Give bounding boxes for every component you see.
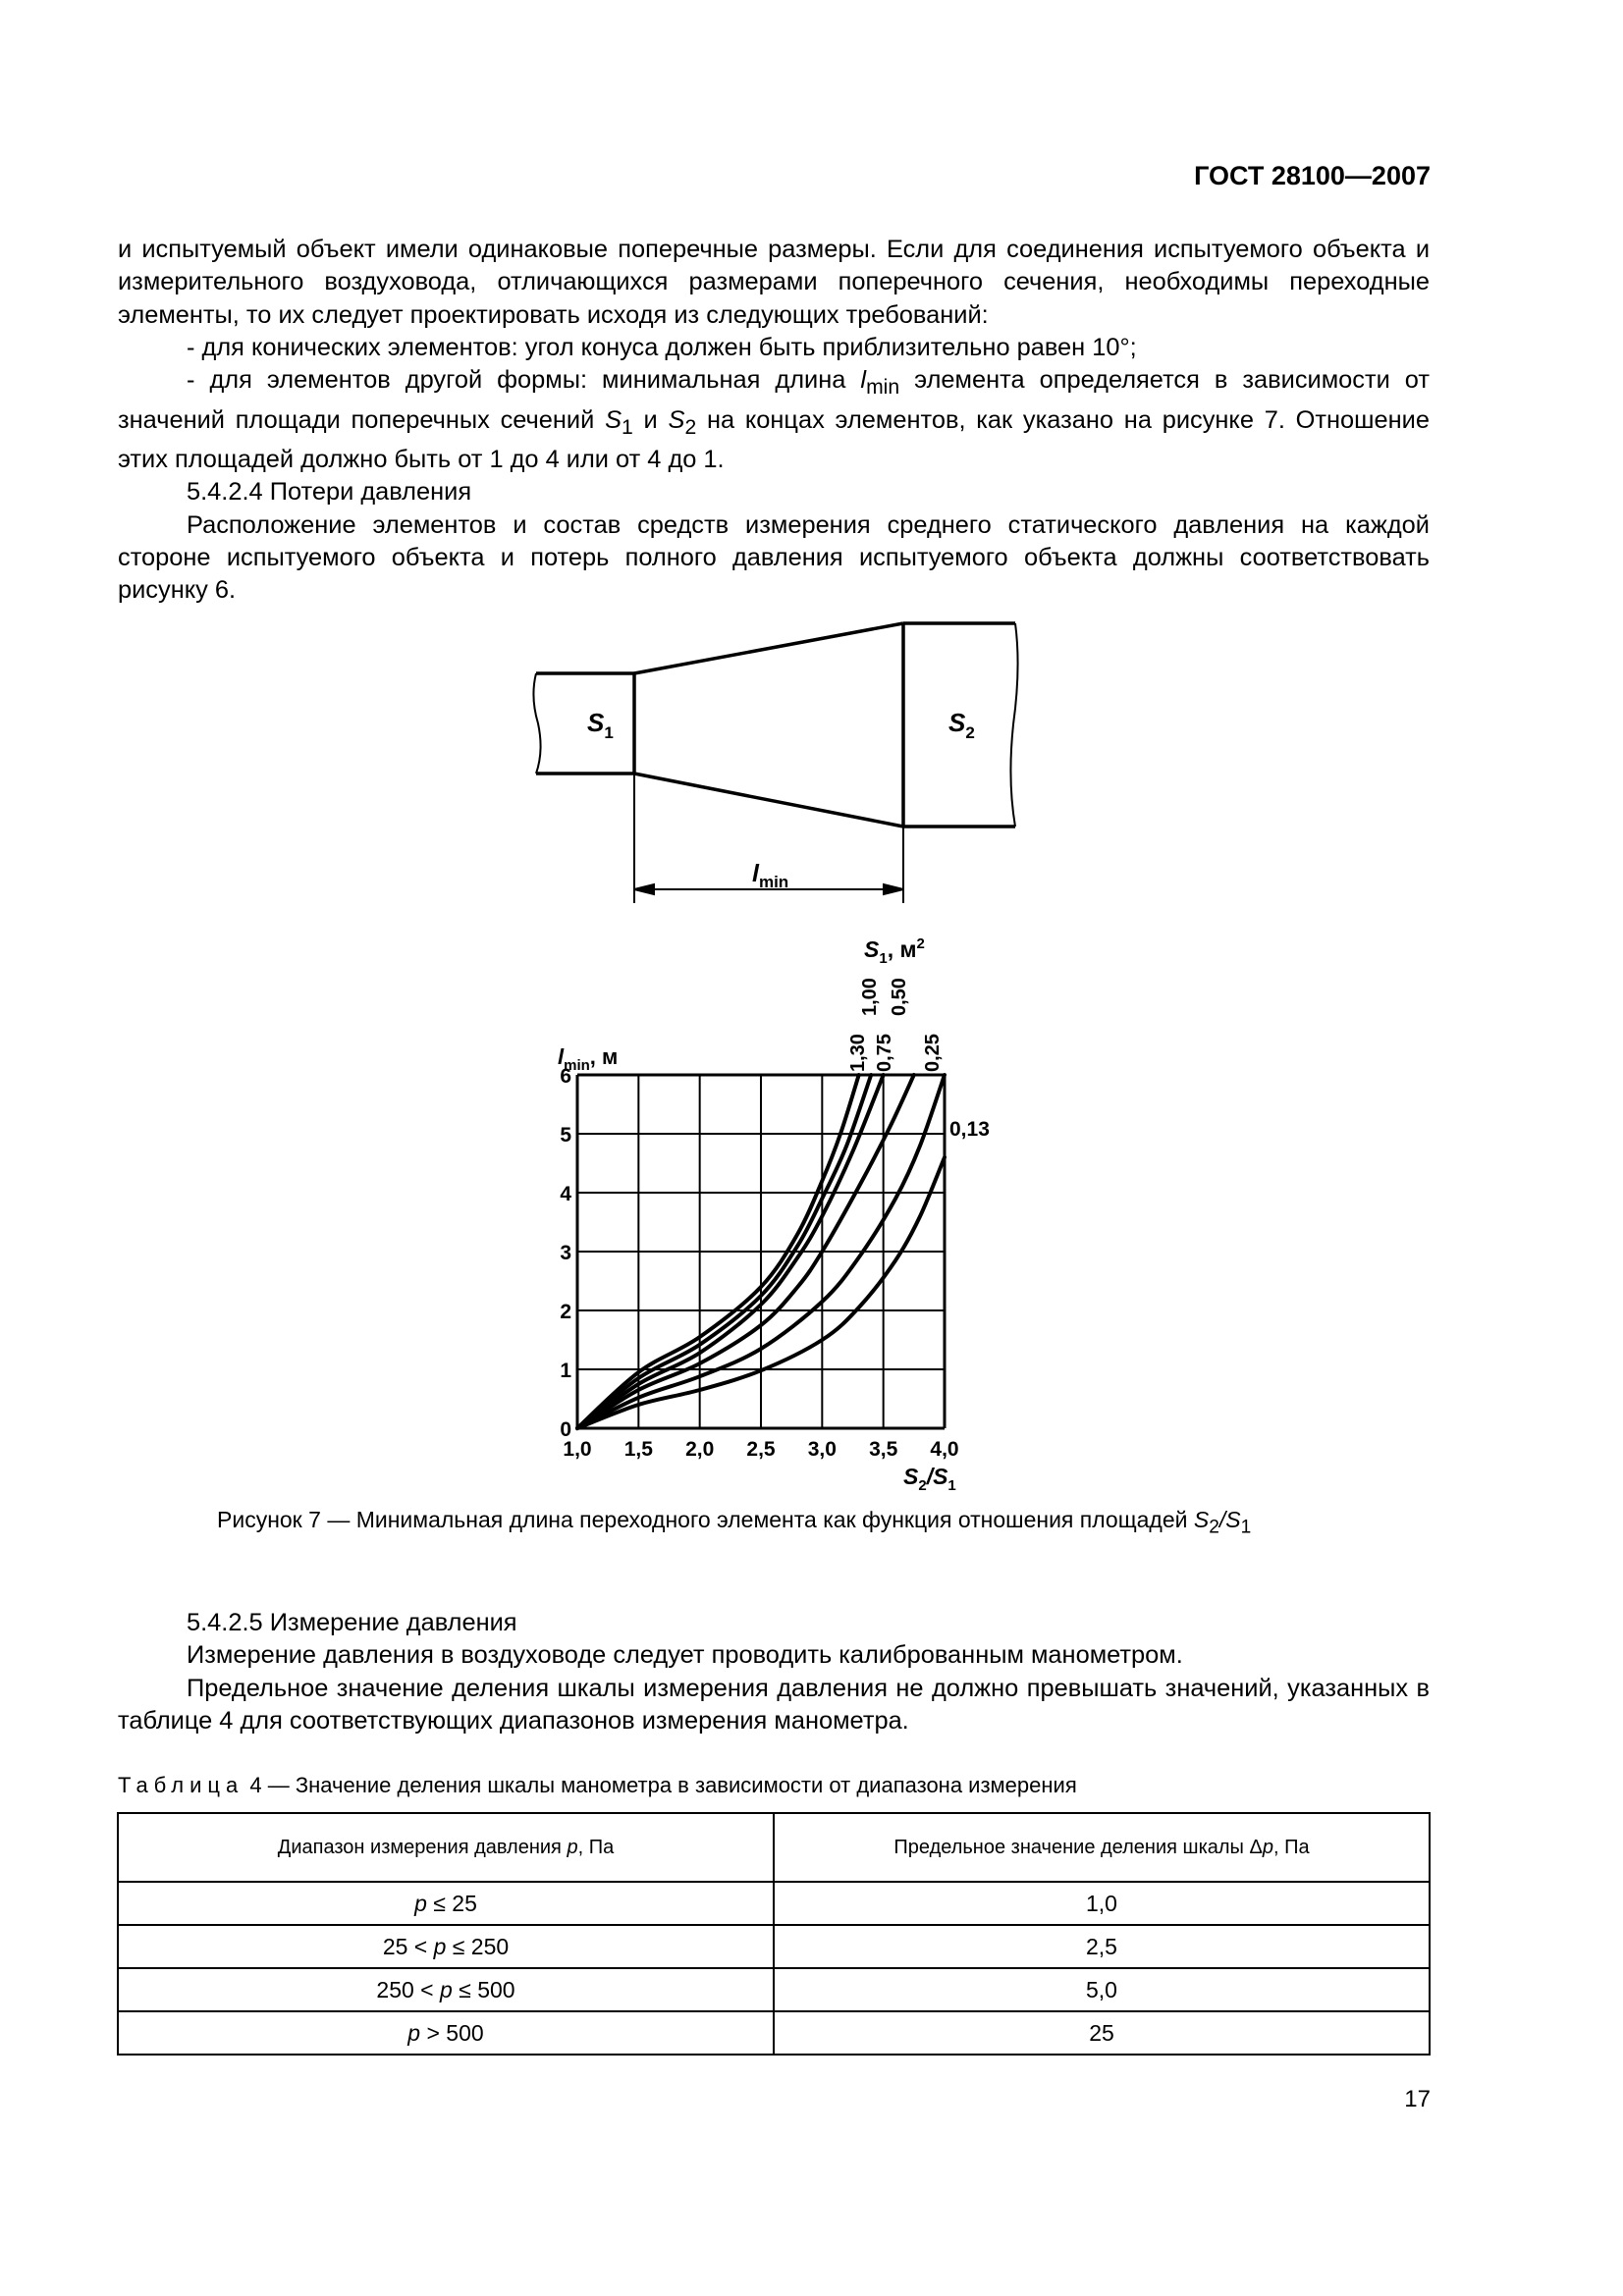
table-cell-range: 250 < p ≤ 500: [118, 1968, 774, 2011]
legend-title: $S_1$, $м^2$: [864, 935, 925, 967]
paragraph-scale-division: Предельное значение деления шкалы измерения давления не должно превышать значений, указанных в таблице 4 для соответствующих диапазонов измерения манометра.: [118, 1674, 1430, 1735]
y-tick-label: 0: [560, 1418, 571, 1441]
table-cell-value: 25: [774, 2011, 1430, 2055]
label-s2: $S_2$: [948, 708, 975, 742]
y-tick-label: 5: [560, 1124, 571, 1147]
table-row: [118, 1968, 1430, 2011]
transition-element-diagram: [511, 609, 1041, 903]
dimension-arrow-left: [634, 884, 654, 894]
small-duct-outline: [536, 673, 634, 774]
x-tick-label: 2,5: [746, 1438, 776, 1461]
label-lmin: $l_{min}$: [752, 860, 789, 891]
table-4: [117, 1812, 1431, 2056]
paragraph-manometer: Измерение давления в воздуховоде следует проводить калиброванным манометром.: [187, 1641, 1183, 1670]
table-row: [118, 1925, 1430, 1968]
x-tick-label: 1,5: [623, 1438, 653, 1461]
paragraph-pressure-loss: Расположение элементов и состав средств измерения среднего статического давления на каждой стороне испытуемого объекта и потерь полного давления испытуемого объекта должны соответствовать рисунку 6.: [118, 510, 1430, 605]
y-tick-label: 6: [560, 1065, 571, 1088]
doc-header: ГОСТ 28100—2007: [1194, 161, 1431, 190]
lmin-chart: [530, 923, 1060, 1502]
taper-bottom-edge: [634, 774, 903, 827]
y-tick-label: 2: [560, 1301, 571, 1323]
series-label: 0,50: [889, 978, 910, 1016]
bullet-other-shape: - для элементов другой формы: минимальная длина $l_{min}$ элемента определяется в зависимости от значений площади поперечных сечений $S_1$ и $S_2$ на концах элементов, как указано на рисунке 7. Отношение этих площадей должно быть от 1 до 4 или от 4 до 1.: [118, 366, 1430, 473]
table-header-range: Диапазон измерения давления p, Па: [118, 1813, 774, 1882]
page-number: 17: [1404, 2086, 1431, 2112]
label-s1: $S_1$: [587, 708, 614, 742]
series-label: 0,75: [874, 1034, 895, 1072]
table-cell-range: p > 500: [118, 2011, 774, 2055]
y-tick-label: 1: [560, 1360, 571, 1382]
dimension-arrow-right: [884, 884, 903, 894]
y-tick-label: 3: [560, 1242, 571, 1264]
table-cell-range: 25 < p ≤ 250: [118, 1925, 774, 1968]
x-tick-label: 4,0: [930, 1438, 959, 1461]
table-row: [118, 2011, 1430, 2055]
x-tick-label: 3,5: [869, 1438, 898, 1461]
table-row: [118, 1882, 1430, 1925]
series-label: 0,13: [949, 1118, 990, 1141]
section-5425-heading: 5.4.2.5 Измерение давления: [187, 1609, 517, 1636]
section-5424-heading: 5.4.2.4 Потери давления: [187, 478, 472, 507]
series-label: 0,25: [922, 1034, 944, 1072]
x-axis-label: $S_2/S_1$: [903, 1464, 956, 1494]
x-tick-label: 1,0: [563, 1438, 592, 1461]
x-tick-label: 3,0: [807, 1438, 837, 1461]
table-header-division: Предельное значение деления шкалы Δp, Па: [774, 1813, 1430, 1882]
x-tick-label: 2,0: [685, 1438, 715, 1461]
body-bottom: [118, 1607, 1430, 1737]
body-top: [118, 234, 1430, 607]
table-caption: Таблица 4 — Значение деления шкалы манометра в зависимости от диапазона измерения: [118, 1773, 1077, 1797]
small-duct-break: [533, 673, 540, 774]
large-duct-break: [1010, 623, 1017, 827]
y-axis-label: $l_{min}$, м: [558, 1044, 619, 1074]
table-cell-range: p ≤ 25: [118, 1882, 774, 1925]
table-cell-value: 1,0: [774, 1882, 1430, 1925]
taper-top-edge: [634, 623, 903, 673]
table-cell-value: 2,5: [774, 1925, 1430, 1968]
y-tick-label: 4: [560, 1183, 571, 1205]
bullet-conical: - для конических элементов: угол конуса должен быть приблизительно равен 10°;: [187, 333, 1137, 361]
paragraph-continuation: и испытуемый объект имели одинаковые поперечные размеры. Если для соединения испытуемого объекта и измерительного воздуховода, отличающихся размерами поперечного сечения, необходимы переходные элементы, то их следует проектировать исходя из следующих требований:: [118, 236, 1430, 329]
table-cell-value: 5,0: [774, 1968, 1430, 2011]
table-header-row: [118, 1813, 1430, 1882]
figure-caption: Рисунок 7 — Минимальная длина переходного элемента как функция отношения площадей $S_2/S_1$: [217, 1507, 1252, 1538]
series-label: 1,00: [859, 978, 881, 1016]
series-label: 1,30: [847, 1034, 869, 1072]
